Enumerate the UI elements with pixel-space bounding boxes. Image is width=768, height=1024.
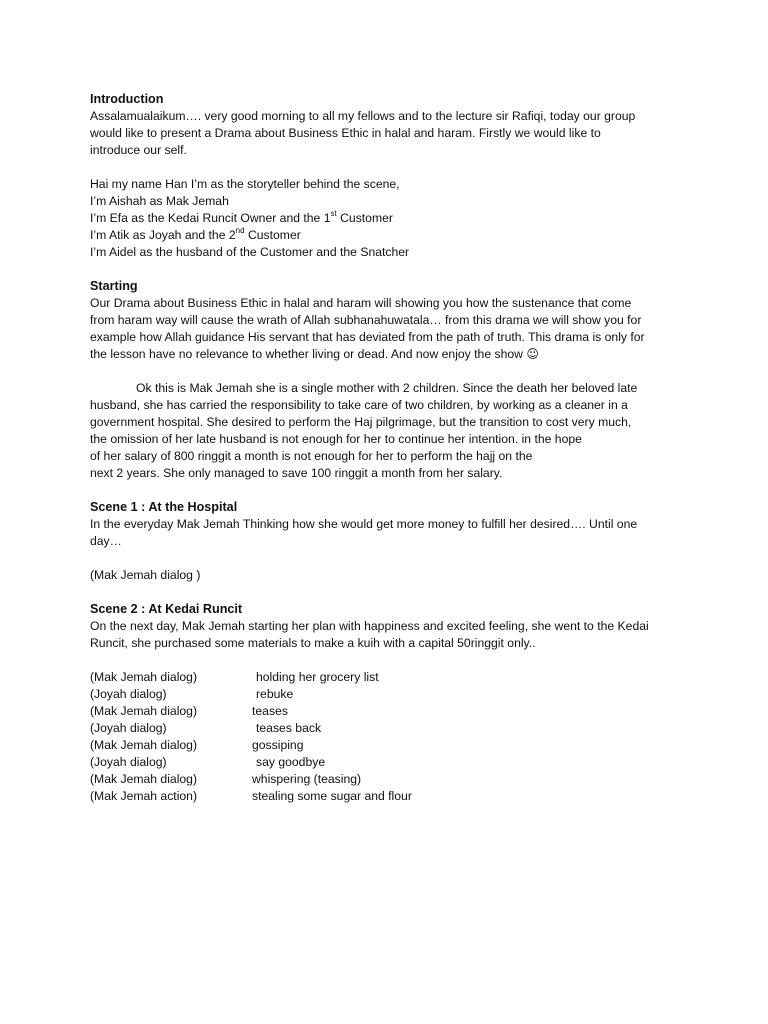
dialog-row (90, 669, 690, 686)
scene1-dialog (90, 567, 690, 584)
spacer (90, 261, 690, 278)
introduction-line: introduce our self. (90, 143, 187, 157)
dialog-action: whispering (teasing) (252, 772, 362, 786)
spacer (90, 652, 690, 669)
cast-text: I’m Atik as Joyah and the 2 (90, 228, 236, 242)
scene2-heading: Scene 2 : At Kedai Runcit (90, 602, 243, 616)
dialog-action: gossiping (252, 738, 304, 752)
dialog-speaker: (Joyah dialog) (90, 687, 167, 701)
cast-line-mak-jemah: I’m Aishah as Mak Jemah (90, 194, 229, 208)
dialog-speaker: (Mak Jemah dialog) (90, 704, 198, 718)
smiley-icon: ☺ (526, 347, 539, 361)
spacer (90, 482, 690, 499)
story-line: government hospital. She desired to perform the Haj pilgrimage, but the transition to cost very much, (90, 415, 632, 429)
dialog-cue: (Mak Jemah dialog ) (90, 568, 201, 582)
dialog-action: stealing some sugar and flour (252, 789, 412, 803)
dialog-action: teases (252, 704, 288, 718)
starting-line: example how Allah guidance His servant that has deviated from the path of truth. This drama is only for (90, 330, 645, 344)
scene1-paragraph (90, 516, 690, 550)
starting-line: Our Drama about Business Ethic in halal and haram will showing you how the sustenance that come (90, 296, 632, 310)
scene1-heading: Scene 1 : At the Hospital (90, 500, 238, 514)
spacer (90, 584, 690, 601)
dialog-action: teases back (256, 721, 322, 735)
cast-line-joyah (90, 227, 690, 244)
ordinal-suffix: nd (235, 225, 245, 235)
starting-line (90, 346, 690, 363)
dialog-row (90, 737, 690, 754)
scene2-line: Runcit, she purchased some materials to make a kuih with a capital 50ringgit only.. (90, 636, 536, 650)
spacer (90, 159, 690, 176)
introduction-paragraph (90, 108, 690, 159)
dialog-action: holding her grocery list (256, 670, 379, 684)
starting-paragraph (90, 295, 690, 363)
cast-text: Customer (244, 228, 301, 242)
dialog-speaker: (Mak Jemah dialog) (90, 738, 198, 752)
dialog-action: say goodbye (256, 755, 326, 769)
spacer (90, 363, 690, 380)
dialog-speaker: (Mak Jemah dialog) (90, 772, 198, 786)
scene1-line: day… (90, 534, 122, 548)
cast-list (90, 176, 690, 261)
starting-text: the lesson have no relevance to whether living or dead. And now enjoy the show (90, 347, 527, 361)
spacer (90, 550, 690, 567)
dialog-row (90, 686, 690, 703)
ordinal-suffix: st (330, 208, 337, 218)
introduction-line: would like to present a Drama about Business Ethic in halal and haram. Firstly we would like to (90, 126, 601, 140)
story-line: next 2 years. She only managed to save 100 ringgit a month from her salary. (90, 466, 503, 480)
dialog-speaker: (Joyah dialog) (90, 721, 167, 735)
dialog-speaker: (Mak Jemah action) (90, 789, 198, 803)
scene2-dialog-list (90, 669, 690, 805)
dialog-row (90, 703, 690, 720)
story-paragraph (90, 380, 690, 482)
dialog-row (90, 788, 690, 805)
starting-heading: Starting (90, 279, 138, 293)
story-line: the omission of her late husband is not enough for her to continue her intention. in the hope (90, 432, 582, 446)
starting-line: from haram way will cause the wrath of Allah subhanahuwatala… from this drama we will show you for (90, 313, 642, 327)
dialog-speaker: (Mak Jemah dialog) (90, 670, 198, 684)
introduction-heading: Introduction (90, 92, 164, 106)
story-line: husband, she has carried the responsibility to take care of two children, by working as a cleaner in a (90, 398, 628, 412)
dialog-speaker: (Joyah dialog) (90, 755, 167, 769)
introduction-line: Assalamualaikum…. very good morning to all my fellows and to the lecture sir Rafiqi, today our group (90, 109, 636, 123)
scene2-line: On the next day, Mak Jemah starting her plan with happiness and excited feeling, she went to the Kedai (90, 619, 649, 633)
dialog-action: rebuke (256, 687, 294, 701)
cast-text: Customer (336, 211, 393, 225)
story-line: of her salary of 800 ringgit a month is not enough for her to perform the hajj on the (90, 449, 533, 463)
scene1-line: In the everyday Mak Jemah Thinking how she would get more money to fulfill her desired…. Until one (90, 517, 638, 531)
cast-line-husband: I’m Aidel as the husband of the Customer and the Snatcher (90, 245, 410, 259)
dialog-row (90, 754, 690, 771)
cast-line-storyteller: Hai my name Han I’m as the storyteller behind the scene, (90, 177, 400, 191)
story-line: Ok this is Mak Jemah she is a single mother with 2 children. Since the death her beloved late (136, 381, 638, 395)
document-page (90, 91, 690, 805)
cast-text: I’m Efa as the Kedai Runcit Owner and the 1 (90, 211, 331, 225)
dialog-row (90, 720, 690, 737)
cast-line-owner (90, 210, 690, 227)
dialog-row (90, 771, 690, 788)
scene2-paragraph (90, 618, 690, 652)
